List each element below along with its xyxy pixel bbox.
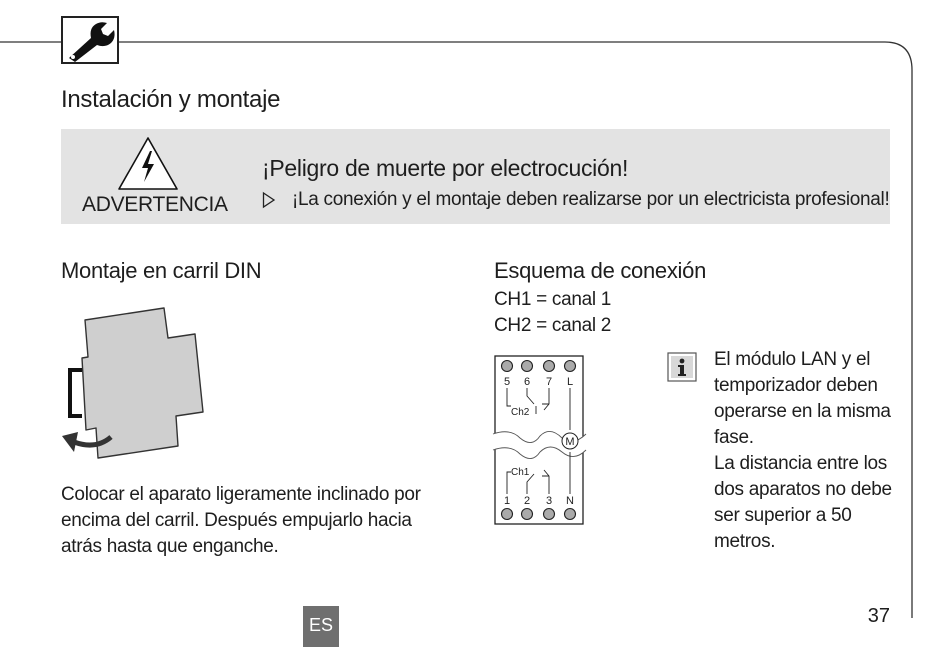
danger-text: ¡La conexión y el montaje deben realizarse por un electricista profesional! [292, 189, 890, 210]
warning-label: ADVERTENCIA [82, 193, 228, 216]
info-line: ser superior a 50 [714, 505, 852, 526]
connection-title: Esquema de conexión [494, 258, 707, 283]
info-line: El módulo LAN y el [714, 349, 871, 370]
din-mounting-title: Montaje en carril DIN [61, 258, 262, 283]
section-title: Instalación y montaje [61, 86, 281, 113]
legend-ch2: CH2 = canal 2 [494, 315, 612, 336]
terminal-label-6: 6 [523, 376, 531, 388]
legend-ch1: CH1 = canal 1 [494, 289, 612, 310]
terminal-label-5: 5 [503, 376, 511, 388]
info-line: operarse en la misma [714, 401, 891, 422]
info-icon [667, 352, 697, 382]
terminal-label-3: 3 [545, 495, 553, 507]
ch1-label: Ch1 [511, 467, 530, 478]
terminal-label-l: L [566, 376, 574, 388]
info-line: fase. [714, 427, 754, 448]
ch2-label: Ch2 [511, 407, 530, 418]
bullet-arrow-icon [262, 190, 276, 210]
terminal-label-n: N [566, 495, 574, 507]
info-line: metros. [714, 531, 776, 552]
danger-title: ¡Peligro de muerte por electrocución! [262, 155, 629, 181]
language-tab: ES [303, 606, 339, 647]
wrench-icon [61, 16, 119, 64]
terminal-label-2: 2 [523, 495, 531, 507]
motor-symbol: M [565, 436, 575, 448]
info-line: temporizador deben [714, 375, 878, 396]
info-note [714, 347, 904, 555]
terminal-label-7: 7 [545, 376, 553, 388]
page-number: 37 [867, 605, 890, 627]
din-instruction: Colocar el aparato ligeramente inclinado por encima del carril. Después empujarlo hacia atrás hasta que enganche. [61, 484, 421, 557]
high-voltage-warning-icon [116, 135, 180, 193]
info-line: dos aparatos no debe [714, 479, 892, 500]
info-line: La distancia entre los [714, 453, 887, 474]
terminal-label-1: 1 [503, 495, 511, 507]
connection-diagram [490, 352, 590, 528]
din-rail-mounting-illustration [56, 300, 216, 470]
